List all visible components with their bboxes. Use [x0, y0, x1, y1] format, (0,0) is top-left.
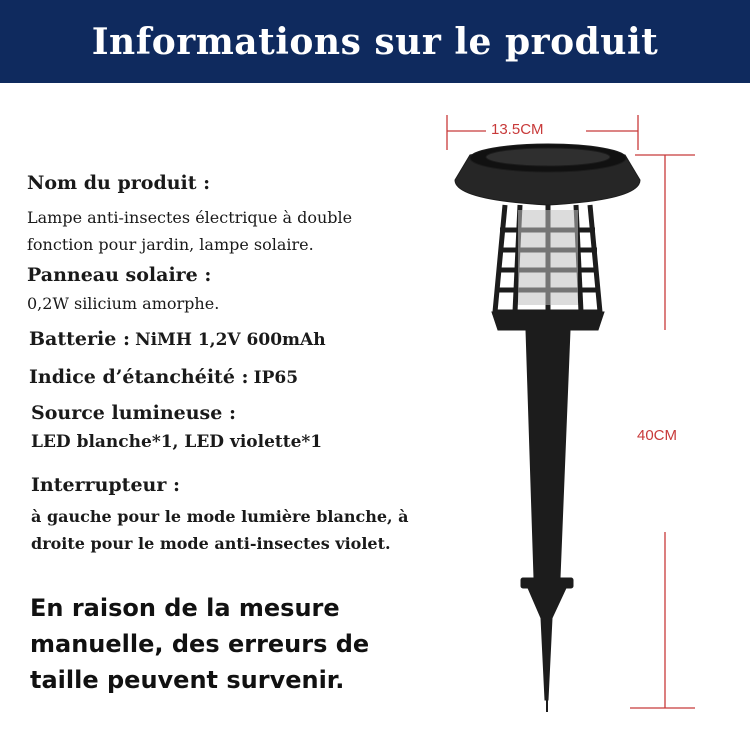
switch-label: Interrupteur :	[31, 474, 181, 496]
measurement-note	[30, 590, 369, 698]
dimension-lines	[447, 115, 695, 708]
product-name-value-line2: fonction pour jardin, lampe solaire.	[27, 235, 314, 254]
note-line3: taille peuvent survenir.	[30, 666, 345, 694]
page-title: Informations sur le produit	[91, 20, 659, 63]
switch-value-line2: droite pour le mode anti-insectes violet.	[31, 534, 391, 553]
width-dimension-label: 13.5CM	[491, 121, 544, 138]
switch-value-line1: à gauche pour le mode lumière blanche, à	[31, 507, 409, 526]
battery-row	[29, 328, 326, 350]
battery-label: Batterie :	[29, 328, 130, 350]
waterproof-value: IP65	[253, 368, 299, 388]
solar-panel-value: 0,2W silicium amorphe.	[27, 294, 220, 313]
height-dimension-label: 40CM	[637, 427, 678, 444]
note-line2: manuelle, des erreurs de	[30, 630, 370, 658]
battery-value: NiMH 1,2V 600mAh	[135, 330, 326, 350]
light-source-value: LED blanche*1, LED violette*1	[31, 432, 323, 452]
light-source-label: Source lumineuse :	[31, 402, 236, 424]
note-line1: En raison de la mesure	[30, 594, 340, 622]
product-name-label: Nom du produit :	[27, 172, 211, 194]
waterproof-label: Indice d’étanchéité :	[29, 366, 249, 388]
waterproof-row	[29, 366, 298, 388]
lamp	[455, 144, 640, 712]
solar-panel-label: Panneau solaire :	[27, 264, 212, 286]
product-name-value-line1: Lampe anti-insectes électrique à double	[27, 208, 353, 227]
